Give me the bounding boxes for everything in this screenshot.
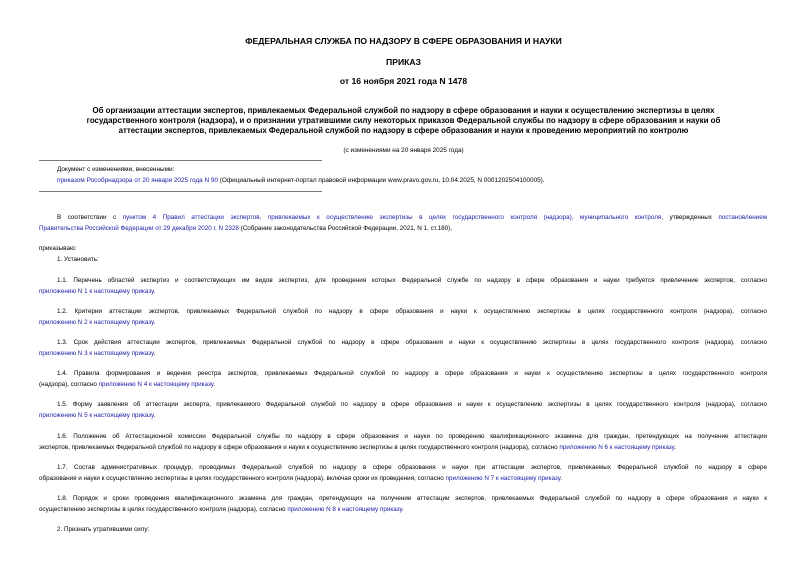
doc-title-line-1: Об организации аттестации экспертов, привлекаемых Федеральной службой по надзору в сфере образования и науки к осуществлению экспертизы в целях [92,106,715,115]
amending-order-source: (Официальный интернет-портал правовой информации www.pravo.gov.ru, 10.04.2025, N 0001202504100005). [218,177,545,184]
item-1-5-line-2: приложению N 5 к настоящему приказу. [39,412,156,419]
appendix-5-link[interactable]: приложению N 5 к настоящему приказу [39,412,154,419]
rules-clause-link[interactable]: пунктом 4 Правил аттестации экспертов, привлекаемых к осуществлению экспертизы в целях государственного контроля (надзора), муниципального контроля [122,214,662,221]
item-1-6-line-1: 1.6. Положение об Аттестационной комиссии Федеральной службы по надзору в сфере образования и науки по проведению квалификационного экзамена для граждан, претендующих на получение аттестации [57,433,767,440]
changes-label: Документ с изменениями, внесенными: [57,166,175,173]
appendix-6-link[interactable]: приложению N 6 к настоящему приказу [559,444,675,451]
order-word: приказываю: [39,245,77,252]
changes-line [57,177,545,184]
appendix-3-link[interactable]: приложению N 3 к настоящему приказу [39,350,154,357]
amending-order-link[interactable]: приказом Рособрнадзора от 20 января 2025 года N 90 [57,177,219,184]
item-1-6-line-2: экспертов, привлекаемых Федеральной службой по надзору в сфере образования и науки к осуществлению экспертизы в целях государственного контроля (надзора), согласно приложению N 6 к настоящему приказу. [39,444,676,451]
appendix-2-link[interactable]: приложению N 2 к настоящему приказу [39,319,154,326]
divider-bottom [39,191,322,192]
item-1-3-line-2: приложению N 3 к настоящему приказу. [39,350,156,357]
item-1-2-line-2: приложению N 2 к настоящему приказу. [39,319,156,326]
item-1-label: 1. Установить: [57,256,99,263]
doc-date-line: от 16 ноября 2021 года N 1478 [339,76,468,86]
item-1-1-line-1: 1.1. Перечень областей экспертиз и соответствующих им видов экспертиз, для проведения которых Федеральной службе по надзору в сфере образования и науки требуется привлечение экспертов, согласно [57,277,767,284]
appendix-1-link[interactable]: приложению N 1 к настоящему приказу [39,288,154,295]
item-1-1-line-2: приложению N 1 к настоящему приказу. [39,288,156,295]
preamble-line-1: В соответствии с пунктом 4 Правил аттестации экспертов, привлекаемых к осуществлению экспертизы в целях государственного контроля (надзора), муниципального контроля, утвержденных постановлением [57,214,767,221]
item-1-5-line-1: 1.5. Форму заявления об аттестации эксперта, привлекаемого Федеральной службой по надзору в сфере образования и науки к осуществлению экспертизы в целях государственного контроля (надзора), согласно [57,401,767,408]
item-1-4-line-1: 1.4. Правила формирования и ведения реестра экспертов, привлекаемых Федеральной службой по надзору в сфере образования и науки к осуществлению экспертизы в целях государственного контроля [57,370,767,377]
appendix-7-link[interactable]: приложению N 7 к настоящему приказу [445,475,561,482]
revision-note: (с изменениями на 20 января 2025 года) [343,147,464,154]
item-1-8-line-1: 1.8. Порядок и сроки проведения квалификационного экзамена для граждан, претендующих на получение аттестации экспертов, привлекаемых Федеральной службой по надзору в сфере образования и науки к [57,495,767,502]
item-1-7-line-1: 1.7. Состав административных процедур, проводимых Федеральной службой по надзору в сфере образования и науки при аттестации экспертов, привлекаемых Федеральной службой по надзору в сфере [57,464,767,471]
doc-title-line-3: аттестации экспертов, привлекаемых Федеральной службой по надзору в сфере образования и науки к проведению мероприятий по контролю [118,126,689,135]
doc-title-line-2: государственного контроля (надзора), и о признании утратившими силу некоторых приказов Федеральной службы по надзору в сфере образования и науки об [86,116,721,125]
divider-top [39,160,322,161]
item-1-3-line-1: 1.3. Срок действия аттестации экспертов, привлекаемых Федеральной службой по надзору в сфере образования и науки к осуществлению экспертизы в целях государственного контроля (надзора), согласно [57,339,767,346]
item-1-8-line-2: осуществлению экспертизы в целях государственного контроля (надзора), согласно приложению N 8 к настоящему приказу. [39,506,404,513]
item-1-7-line-2: образования и науки к осуществлению экспертизы в целях государственного контроля (надзора), включая сроки их проведения, согласно приложению N 7 к настоящему приказу. [39,475,562,482]
item-1-2-line-1: 1.2. Критерии аттестации экспертов, привлекаемых Федеральной службой по надзору в сфере образования и науки к осуществлению экспертизы в целях государственного контроля (надзора), согласно [57,308,767,315]
item-1-4-line-2: (надзора), согласно приложению N 4 к настоящему приказу. [39,381,216,388]
doc-type-heading: ПРИКАЗ [386,57,421,67]
government-resolution-link[interactable]: Правительства Российской Федерации от 29 декабря 2020 г. N 2328 [39,225,239,232]
appendix-8-link[interactable]: приложению N 8 к настоящему приказу [287,506,403,513]
appendix-4-link[interactable]: приложению N 4 к настоящему приказу [98,381,214,388]
government-resolution-link-start[interactable]: постановлением [718,214,767,221]
preamble-line-2: Правительства Российской Федерации от 29 декабря 2020 г. N 2328 (Собрание законодательства Российской Федерации, 2021, N 1, ст.180), [39,225,453,232]
agency-heading: ФЕДЕРАЛЬНАЯ СЛУЖБА ПО НАДЗОРУ В СФЕРЕ ОБРАЗОВАНИЯ И НАУКИ [245,36,562,46]
item-2-label: 2. Признать утратившими силу: [57,526,150,533]
